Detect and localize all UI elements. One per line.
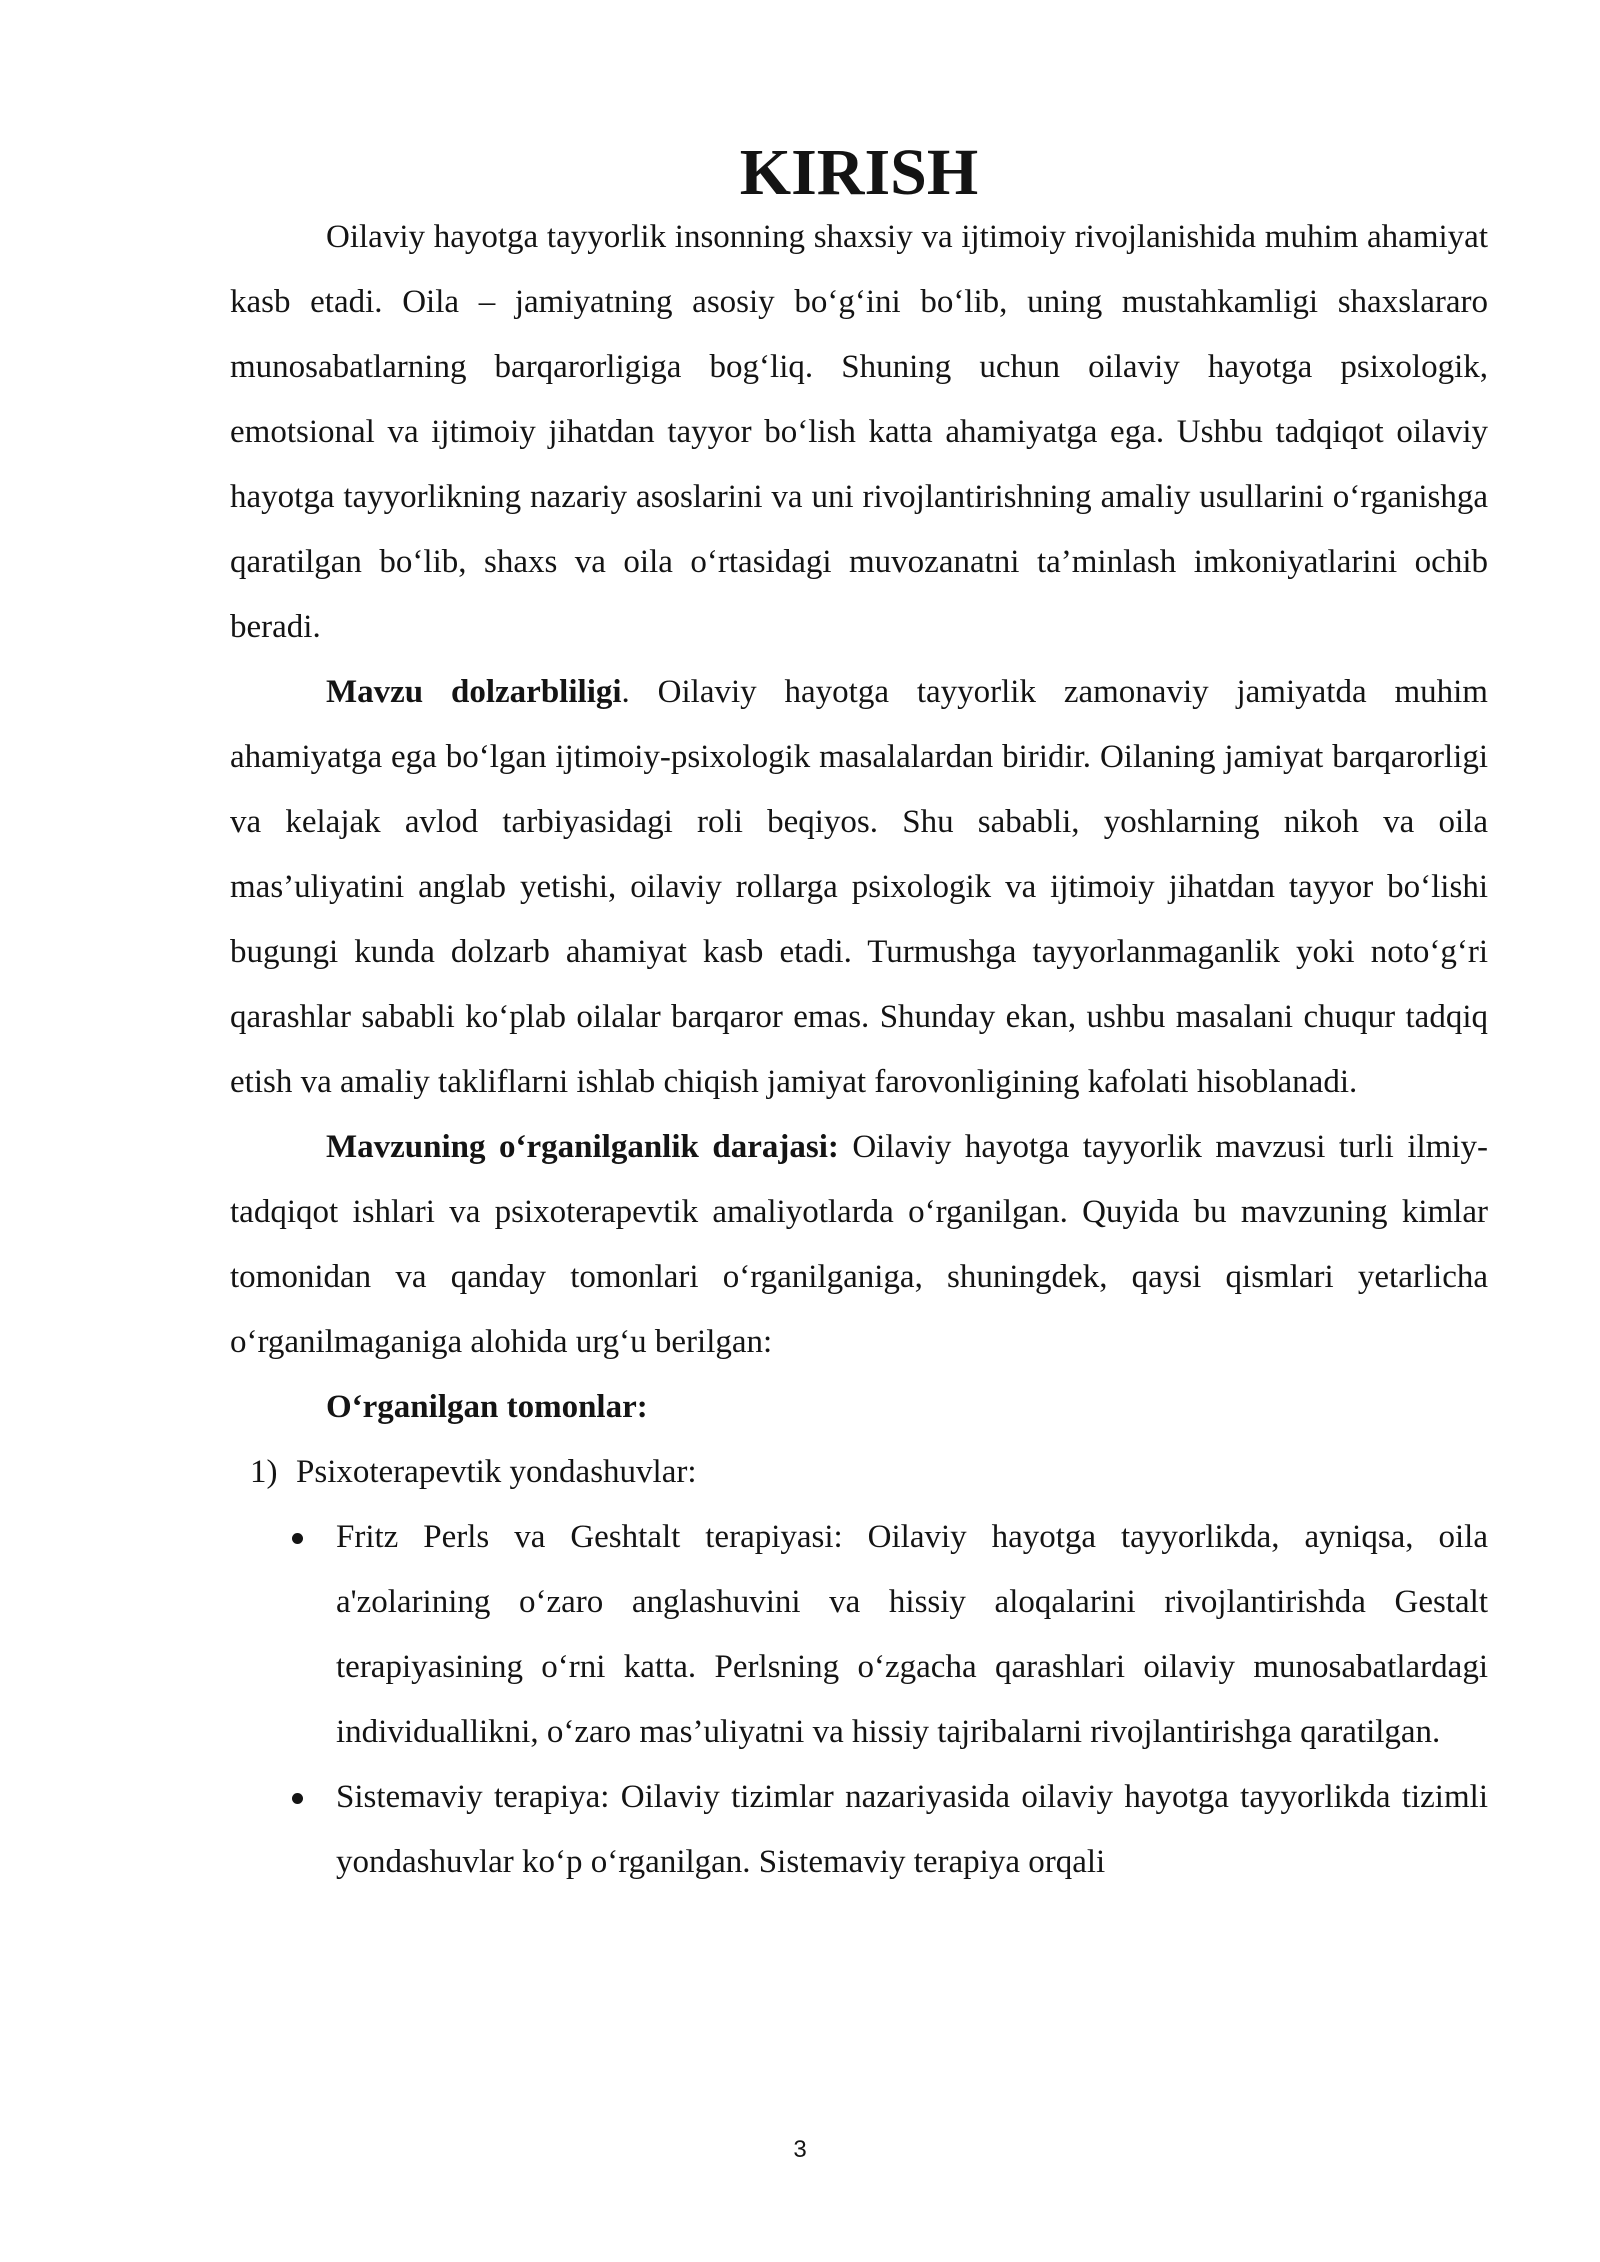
study-level-lead: Mavzuning o‘rganilganlik darajasi: [326, 1129, 839, 1165]
bullet-item-gestalt: Fritz Perls va Geshtalt terapiyasi: Oilaviy hayotga tayyorlikda, ayniqsa, oila a'zolarining o‘zaro anglashuvini va hissiy aloqalarini rivojlantirishda Gestalt terapiyasining o‘rni katta. Perlsning o‘zgacha qarashlari oilaviy munosabatlardagi individuallikni, o‘zaro mas’uliyatni va hissiy tajribalarni rivojlantirishga qaratilgan. [230, 1505, 1488, 1765]
page-number: 3 [793, 2136, 807, 2163]
page-title: KIRISH [739, 136, 979, 209]
intro-paragraph: Oilaviy hayotga tayyorlik insonning shaxsiy va ijtimoiy rivojlanishida muhim ahamiyat kasb etadi. Oila – jamiyatning asosiy bo‘g‘ini bo‘lib, uning mustahkamligi shaxslararo munosabatlarning barqarorligiga bog‘liq. Shuning uchun oilaviy hayotga psixologik, emotsional va ijtimoiy jihatdan tayyor bo‘lish katta ahamiyatga ega. Ushbu tadqiqot oilaviy hayotga tayyorlikning nazariy asoslarini va uni rivojlantirishning amaliy usullarini o‘rganishga qaratilgan bo‘lib, shaxs va oila o‘rtasidagi muvozanatni ta’minlash imkoniyatlarini ochib beradi. [230, 219, 1488, 645]
studied-aspects-heading: O‘rganilgan tomonlar: [326, 1389, 648, 1425]
list-heading: Psixoterapevtik yondashuvlar: [296, 1454, 697, 1490]
numbered-list-item [230, 1440, 1488, 1505]
bullet-list [230, 1505, 1488, 1895]
relevance-paragraph [230, 660, 1488, 1115]
page-content [230, 136, 1488, 1895]
bullet-item-systemic: Sistemaviy terapiya: Oilaviy tizimlar nazariyasida oilaviy hayotga tayyorlikda tizimli yondashuvlar ko‘p o‘rganilgan. Sistemaviy terapiya orqali [230, 1765, 1488, 1895]
relevance-text: . Oilaviy hayotga tayyorlik zamonaviy jamiyatda muhim ahamiyatga ega bo‘lgan ijtimoiy-psixologik masalalardan biridir. Oilaning jamiyat barqarorligi va kelajak avlod tarbiyasidagi roli beqiyos. Shu sababli, yoshlarning nikoh va oila mas’uliyatini anglab yetishi, oilaviy rollarga psixologik va ijtimoiy jihatdan tayyor bo‘lishi bugungi kunda dolzarb ahamiyat kasb etadi. Turmushga tayyorlanmaganlik yoki noto‘g‘ri qarashlar sababli ko‘plab oilalar barqaror emas. Shunday ekan, ushbu masalani chuqur tadqiq etish va amaliy takliflarni ishlab chiqish jamiyat farovonligining kafolati hisoblanadi. [230, 674, 1488, 1100]
list-number: 1) [250, 1454, 278, 1490]
study-level-paragraph [230, 1115, 1488, 1375]
study-level-text: Oilaviy hayotga tayyorlik mavzusi turli ilmiy-tadqiqot ishlari va psixoterapevtik amaliyotlarda o‘rganilgan. Quyida bu mavzuning kimlar tomonidan va qanday tomonlari o‘rganilganiga, shuningdek, qaysi qismlari yetarlicha o‘rganilmaganiga alohida urg‘u berilgan: [230, 1129, 1488, 1360]
relevance-lead: Mavzu dolzarbliligi [326, 674, 622, 710]
